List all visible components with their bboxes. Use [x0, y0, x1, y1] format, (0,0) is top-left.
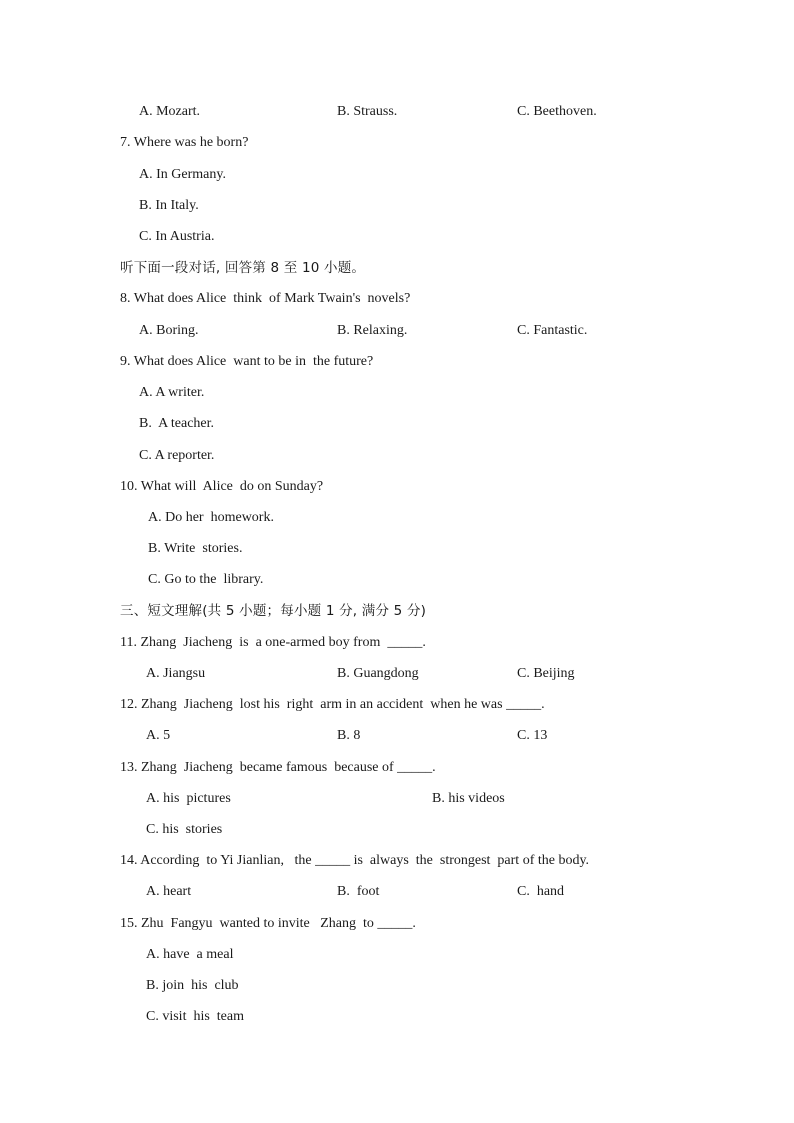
q8-text: 8. What does Alice think of Mark Twain's novels? — [120, 291, 411, 306]
q11-option-b: B. Guangdong — [337, 666, 419, 681]
q9-option-b: B. A teacher. — [139, 416, 215, 431]
q6-option-b: B. Strauss. — [337, 104, 398, 119]
q10-text: 10. What will Alice do on Sunday? — [120, 479, 324, 494]
q13-option-c: C. his stories — [146, 822, 223, 837]
q9-text: 9. What does Alice want to be in the future? — [120, 354, 374, 369]
q14-text: 14. According to Yi Jianlian, the _____ is always the strongest part of the body. — [120, 853, 590, 868]
q15-text: 15. Zhu Fangyu wanted to invite Zhang to _____. — [120, 916, 416, 931]
q12-option-a: A. 5 — [146, 728, 171, 743]
q10-option-c: C. Go to the library. — [148, 572, 264, 587]
q14-option-b: B. foot — [337, 884, 380, 899]
q8-option-b: B. Relaxing. — [337, 323, 408, 338]
q11-text: 11. Zhang Jiacheng is a one-armed boy from _____. — [120, 635, 426, 650]
q12-option-b: B. 8 — [337, 728, 361, 743]
q15-option-a: A. have a meal — [146, 947, 234, 962]
q12-option-c: C. 13 — [517, 728, 548, 743]
q11-option-c: C. Beijing — [517, 666, 575, 681]
q13-text: 13. Zhang Jiacheng became famous because of _____. — [120, 760, 436, 775]
section-3-heading: 三、短文理解(共 5 小题；每小题 1 分, 满分 5 分) — [120, 603, 427, 619]
q9-option-a: A. A writer. — [139, 385, 205, 400]
q15-option-b: B. join his club — [146, 978, 239, 993]
q6-option-c: C. Beethoven. — [517, 104, 597, 119]
q7-option-a: A. In Germany. — [139, 167, 226, 182]
q10-option-a: A. Do her homework. — [148, 510, 274, 525]
q14-option-a: A. heart — [146, 884, 192, 899]
q6-option-a: A. Mozart. — [139, 104, 201, 119]
q13-option-b: B. his videos — [432, 791, 505, 806]
q7-option-c: C. In Austria. — [139, 229, 215, 244]
q13-option-a: A. his pictures — [146, 791, 231, 806]
q12-text: 12. Zhang Jiacheng lost his right arm in an accident when he was _____. — [120, 697, 545, 712]
q10-option-b: B. Write stories. — [148, 541, 243, 556]
q7-text: 7. Where was he born? — [120, 135, 249, 150]
section-dialog-heading: 听下面一段对话, 回答第 8 至 10 小题。 — [120, 260, 366, 276]
q11-option-a: A. Jiangsu — [146, 666, 206, 681]
q8-option-c: C. Fantastic. — [517, 323, 588, 338]
q7-option-b: B. In Italy. — [139, 198, 199, 213]
q15-option-c: C. visit his team — [146, 1009, 244, 1024]
q9-option-c: C. A reporter. — [139, 448, 215, 463]
q14-option-c: C. hand — [517, 884, 565, 899]
q8-option-a: A. Boring. — [139, 323, 199, 338]
